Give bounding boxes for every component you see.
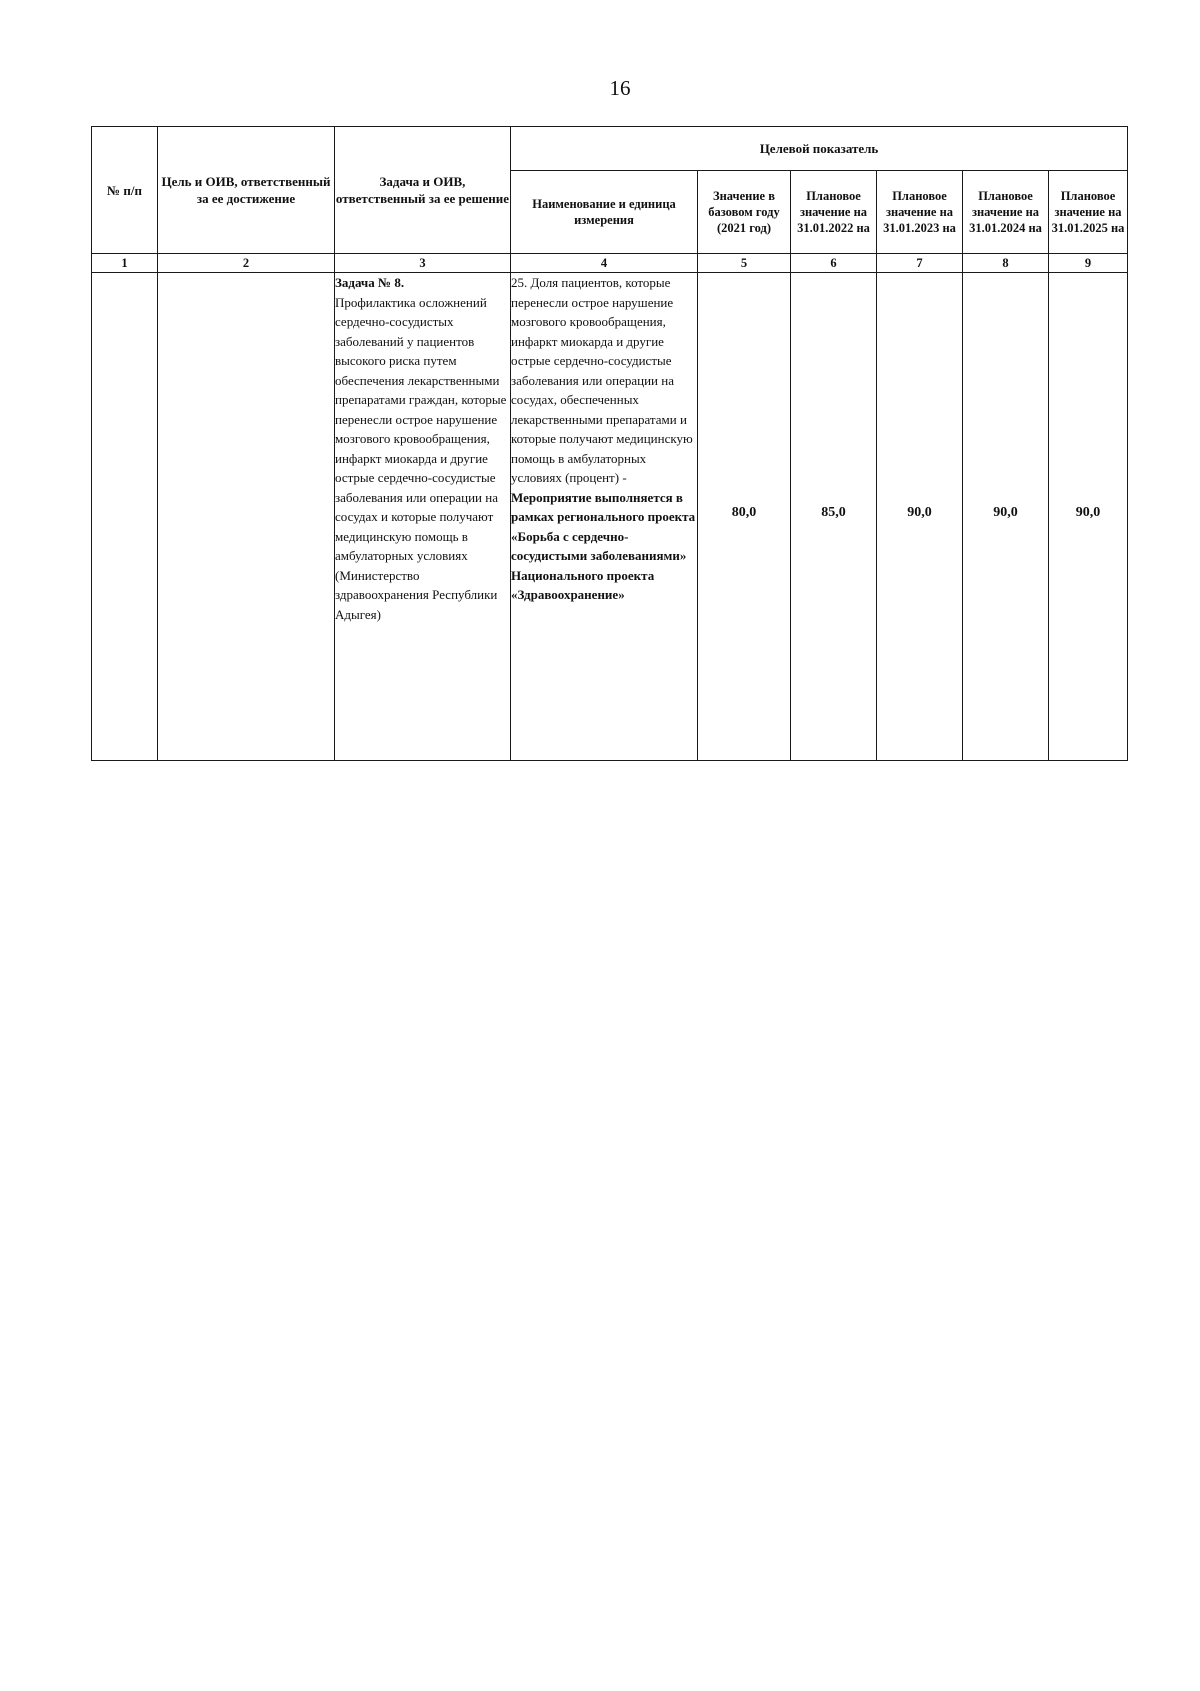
row-goal-cell [158,273,335,761]
task-cell [335,273,511,761]
column-number: 9 [1049,254,1128,273]
header-target-indicator: Целевой показатель [511,127,1128,171]
column-number: 4 [511,254,698,273]
row-num-cell [92,273,158,761]
column-number: 3 [335,254,511,273]
task-title: Задача № 8. [335,275,405,290]
plan-2025-value: 90,0 [1075,505,1101,520]
table-row [92,273,1128,761]
plan-2025-cell [1049,273,1128,761]
header-task: Задача и ОИВ, ответственный за ее решение [335,127,511,254]
plan-2022-cell [791,273,877,761]
column-number: 2 [158,254,335,273]
target-indicators-table [91,126,1128,761]
base-value: 80,0 [731,505,757,520]
header-goal: Цель и ОИВ, ответственный за ее достижение [158,127,335,254]
plan-2024-value: 90,0 [993,505,1018,520]
column-number: 6 [791,254,877,273]
header-plan-2022: Плановое значение на 31.01.2022 на [791,171,877,254]
column-number: 8 [963,254,1049,273]
header-indicator-name: Наименование и единица измерения [511,171,698,254]
header-plan-2024: Плановое значение на 31.01.2024 на [963,171,1049,254]
indicator-note: Мероприятие выполняется в рамках регионального проекта «Борьба с сердечно-сосудистыми заболеваниями» Национального проекта «Здравоохранение» [511,489,696,602]
plan-2023-cell [877,273,963,761]
header-base-value: Значение в базовом году (2021 год) [698,171,791,254]
column-number: 5 [698,254,791,273]
plan-2024-cell [963,273,1049,761]
indicator-cell [511,273,698,761]
header-plan-2025: Плановое значение на 31.01.2025 на [1049,171,1128,254]
header-plan-2023: Плановое значение на 31.01.2023 на [877,171,963,254]
column-number: 1 [92,254,158,273]
indicator-text: 25. Доля пациентов, которые перенесли острое нарушение мозгового кровообращения, инфаркт миокарда и другие острые сердечно-сосудистые заболевания или операции на сосудах, обеспеченных лекарственными препаратами и которые получают медицинскую помощь в амбулаторных условиях (процент) - [511,275,693,485]
page-number: 16 [609,76,631,100]
column-number: 7 [877,254,963,273]
base-value-cell [698,273,791,761]
header-num: № п/п [92,127,158,254]
task-text: Профилактика осложнений сердечно-сосудистых заболеваний у пациентов высокого риска путем обеспечения лекарственными препаратами граждан, которые перенесли острое нарушение мозгового кровообращения, инфаркт миокарда и другие острые сердечно-сосудистые заболевания или операции на сосудах и которые получают медицинскую помощь в амбулаторных условиях (Министерство здравоохранения Республики Адыгея) [335,294,507,622]
plan-2022-value: 85,0 [821,505,846,520]
plan-2023-value: 90,0 [907,505,932,520]
